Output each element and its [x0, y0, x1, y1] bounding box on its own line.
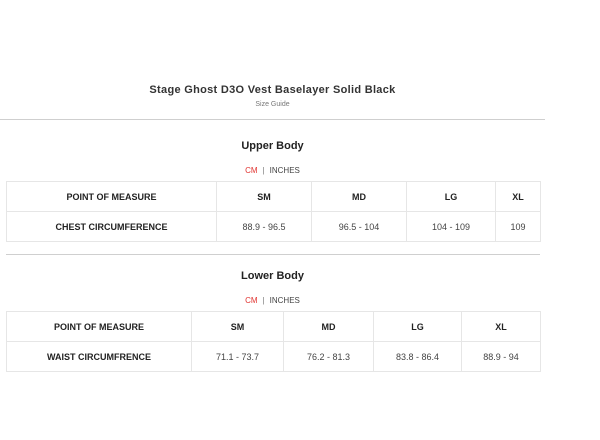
table-header-row	[7, 182, 541, 212]
unit-cm-option[interactable]: CM	[245, 166, 258, 175]
divider	[0, 119, 545, 120]
lower-size-table	[6, 311, 541, 372]
table-row	[7, 212, 541, 242]
table-header-row	[7, 312, 541, 342]
header-md: MD	[312, 182, 407, 212]
page-title: Stage Ghost D3O Vest Baselayer Solid Black	[149, 84, 396, 96]
cell-md: 96.5 - 104	[312, 212, 407, 242]
cell-xl: 109	[496, 212, 541, 242]
header-lg: LG	[374, 312, 462, 342]
cell-lg: 83.8 - 86.4	[374, 342, 462, 372]
page-subtitle: Size Guide	[255, 101, 290, 108]
cell-md: 76.2 - 81.3	[284, 342, 374, 372]
lower-unit-toggle	[0, 296, 545, 305]
upper-body-heading: Upper Body	[241, 140, 304, 152]
cell-sm: 88.9 - 96.5	[217, 212, 312, 242]
header-xl: XL	[496, 182, 541, 212]
upper-size-table	[6, 181, 541, 242]
unit-inches-option[interactable]: INCHES	[269, 296, 300, 305]
header-lg: LG	[407, 182, 496, 212]
row-label: CHEST CIRCUMFERENCE	[7, 212, 217, 242]
unit-inches-option[interactable]: INCHES	[269, 166, 300, 175]
header-point-of-measure: POINT OF MEASURE	[7, 182, 217, 212]
cell-lg: 104 - 109	[407, 212, 496, 242]
unit-separator: |	[262, 166, 265, 175]
header-md: MD	[284, 312, 374, 342]
lower-body-heading: Lower Body	[241, 270, 304, 282]
header-point-of-measure: POINT OF MEASURE	[7, 312, 192, 342]
header-sm: SM	[192, 312, 284, 342]
header-sm: SM	[217, 182, 312, 212]
table-row	[7, 342, 541, 372]
row-label: WAIST CIRCUMFRENCE	[7, 342, 192, 372]
upper-unit-toggle	[0, 166, 545, 175]
unit-separator: |	[262, 296, 265, 305]
divider	[6, 254, 540, 255]
cell-sm: 71.1 - 73.7	[192, 342, 284, 372]
cell-xl: 88.9 - 94	[462, 342, 541, 372]
unit-cm-option[interactable]: CM	[245, 296, 258, 305]
header-xl: XL	[462, 312, 541, 342]
